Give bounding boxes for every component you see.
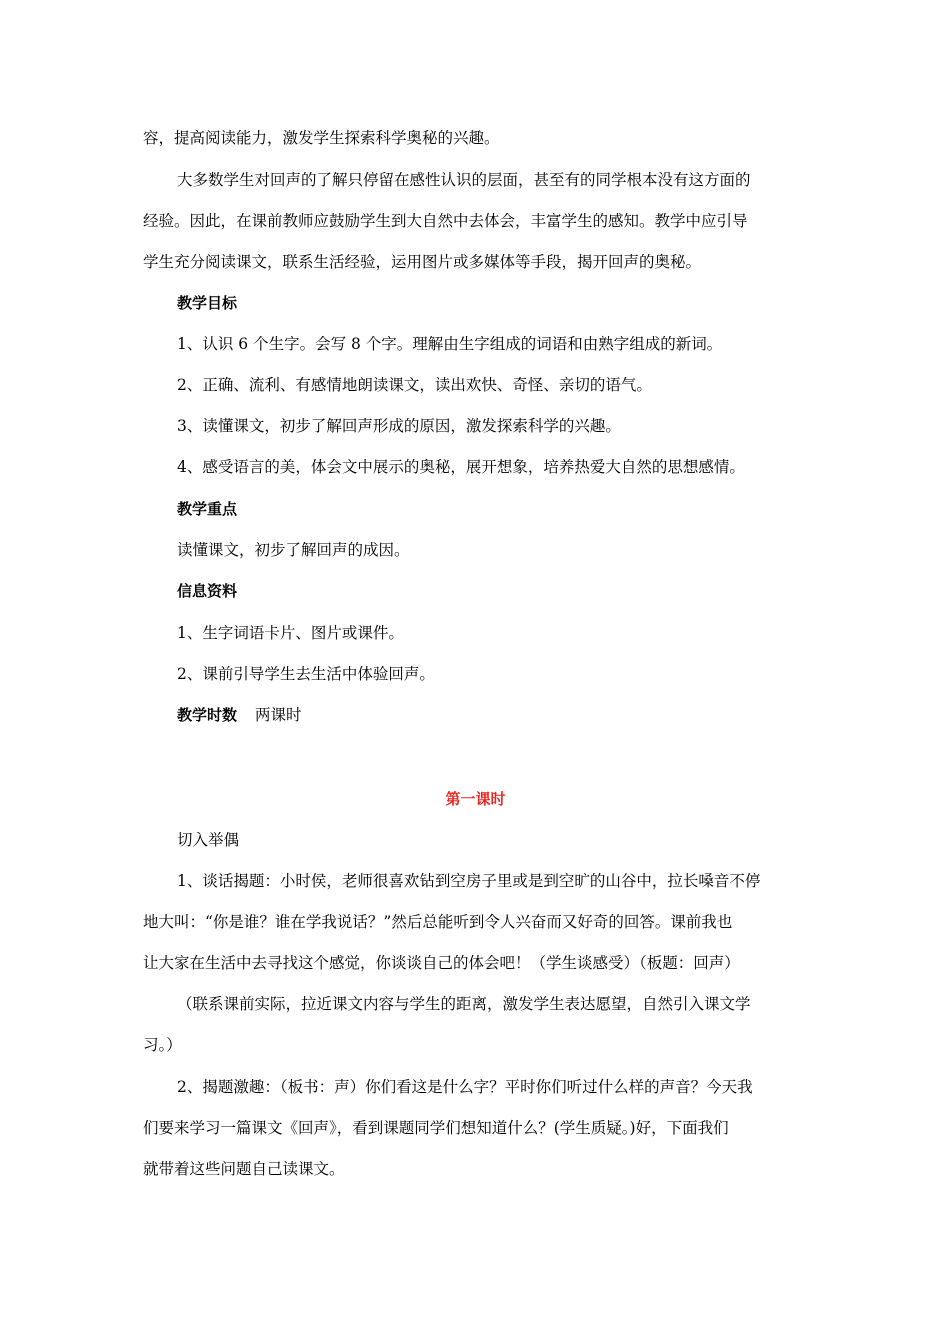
lesson-paragraph-line: 2、揭题激趣：（板书：声）你们看这是什么字？平时你们听过什么样的声音？今天我 [177,1078,753,1096]
lesson-paragraph-line: 让大家在生活中去寻找这个感觉，你谈谈自己的体会吧！（学生谈感受）（板题：回声） [143,954,740,972]
lesson-paragraph-line: 地大叫：“你是谁？谁在学我说话？”然后总能听到令人兴奋而又好奇的回答。课前我也 [143,913,733,931]
key-points-text: 读懂课文，初步了解回声的成因。 [177,541,410,559]
note-line: （联系课前实际，拉近课文内容与学生的距离，激发学生表达愿望，自然引入课文学 [177,995,751,1013]
lesson-paragraph-line: 就带着这些问题自己读课文。 [143,1160,345,1178]
note-line: 习。） [143,1036,182,1054]
resource-item: 1、生字词语卡片、图片或课件。 [177,624,404,642]
paragraph-analysis-line: 经验。因此，在课前教师应鼓励学生到大自然中去体会，丰富学生的感知。教学中应引导 [143,212,748,230]
lesson-paragraph-line: 1、谈话揭题：小时侯，老师很喜欢钻到空房子里或是到空旷的山谷中，拉长嗓音不停 [177,872,761,890]
hours-line [177,705,302,725]
hours-value: 两课时 [255,706,302,724]
lesson-title: 第一课时 [445,790,506,808]
goal-item: 2、正确、流利、有感情地朗读课文，读出欢快、奇怪、亲切的语气。 [177,376,652,394]
goal-item: 4、感受语言的美，体会文中展示的奥秘，展开想象，培养热爱大自然的思想感情。 [177,458,745,476]
paragraph-analysis-line: 学生充分阅读课文，联系生活经验，运用图片或多媒体等手段，揭开回声的奥秘。 [143,253,702,271]
resource-item: 2、课前引导学生去生活中体验回声。 [177,665,435,683]
resources-heading: 信息资料 [177,582,238,600]
goal-item: 3、读懂课文，初步了解回声形成的原因，激发探索科学的兴趣。 [177,417,621,435]
paragraph-intro-end: 容，提高阅读能力，激发学生探索科学奥秘的兴趣。 [143,129,500,147]
entry-label: 切入举偶 [177,831,240,849]
lesson-paragraph-line: 们要来学习一篇课文《回声》，看到课题同学们想知道什么？(学生质疑。)好，下面我们 [143,1119,729,1137]
goal-item: 1、认识 6 个生字。会写 8 个字。理解由生字组成的词语和由熟字组成的新词。 [177,335,723,353]
goals-heading: 教学目标 [177,294,238,312]
hours-heading: 教学时数 [177,706,238,724]
paragraph-analysis-line: 大多数学生对回声的了解只停留在感性认识的层面，甚至有的同学根本没有这方面的 [177,171,751,189]
key-points-heading: 教学重点 [177,500,238,518]
